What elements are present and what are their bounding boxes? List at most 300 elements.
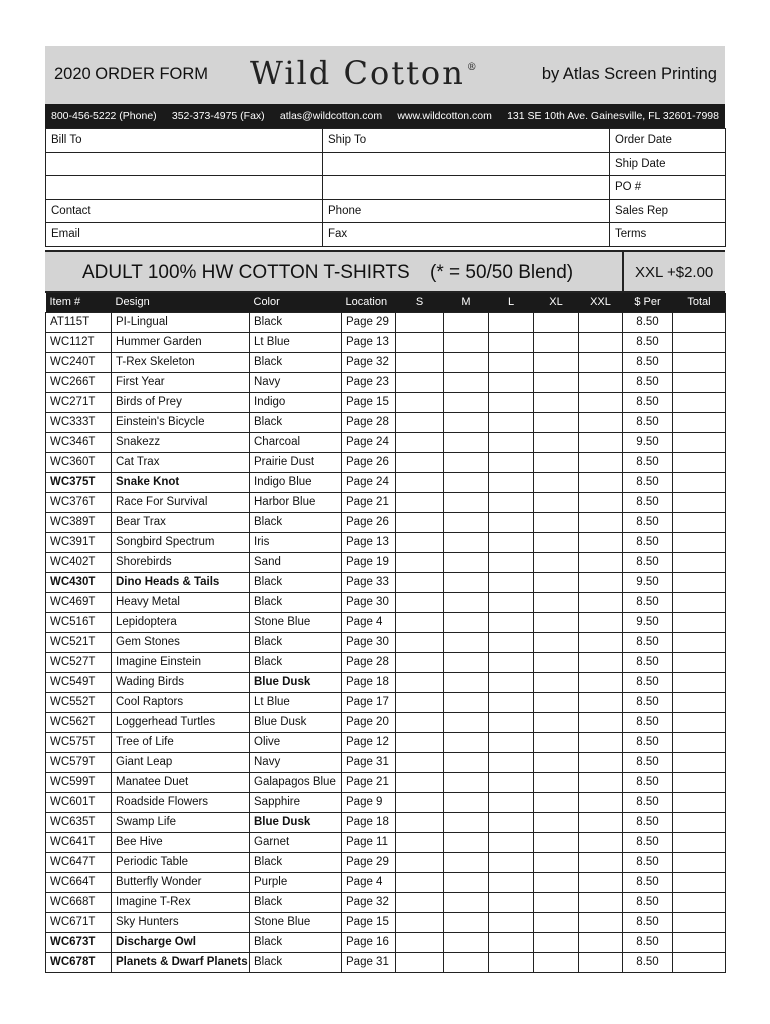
qty-xl-input[interactable] <box>534 532 579 552</box>
total-input[interactable] <box>673 312 726 332</box>
email-label: Email <box>51 228 80 241</box>
qty-l-input[interactable] <box>489 672 534 692</box>
contact-bar <box>45 104 725 128</box>
qty-l-input[interactable] <box>489 452 534 472</box>
qty-m-input[interactable] <box>444 472 489 492</box>
qty-l-input[interactable] <box>489 552 534 572</box>
qty-l-input[interactable] <box>489 632 534 652</box>
qty-m-input[interactable] <box>444 612 489 632</box>
qty-m-input[interactable] <box>444 572 489 592</box>
qty-m-input[interactable] <box>444 352 489 372</box>
qty-l-input[interactable] <box>489 372 534 392</box>
item-number-cell: WC521T <box>46 632 112 652</box>
color-cell: Black <box>250 632 342 652</box>
col-item: Item # <box>46 293 112 313</box>
qty-l-input[interactable] <box>489 732 534 752</box>
total-input[interactable] <box>673 412 726 432</box>
table-row <box>46 852 726 872</box>
price-cell: 8.50 <box>623 632 673 652</box>
qty-l-input[interactable] <box>489 312 534 332</box>
qty-xxl-input[interactable] <box>579 512 623 532</box>
qty-m-input[interactable] <box>444 772 489 792</box>
qty-m-input[interactable] <box>444 912 489 932</box>
qty-xl-input[interactable] <box>534 892 579 912</box>
qty-xxl-input[interactable] <box>579 612 623 632</box>
qty-l-input[interactable] <box>489 712 534 732</box>
sales-rep-field[interactable] <box>610 199 726 223</box>
qty-xxl-input[interactable] <box>579 912 623 932</box>
fax-field[interactable] <box>323 223 610 247</box>
qty-xxl-input[interactable] <box>579 872 623 892</box>
ship-date-field[interactable] <box>610 152 726 176</box>
qty-xxl-input[interactable] <box>579 932 623 952</box>
qty-xxl-input[interactable] <box>579 352 623 372</box>
qty-xl-input[interactable] <box>534 672 579 692</box>
qty-m-input[interactable] <box>444 652 489 672</box>
qty-xxl-input[interactable] <box>579 772 623 792</box>
table-row <box>46 552 726 572</box>
qty-xl-input[interactable] <box>534 772 579 792</box>
total-input[interactable] <box>673 392 726 412</box>
total-input[interactable] <box>673 752 726 772</box>
qty-l-input[interactable] <box>489 692 534 712</box>
qty-s-input[interactable] <box>396 832 444 852</box>
qty-s-input[interactable] <box>396 872 444 892</box>
total-input[interactable] <box>673 472 726 492</box>
qty-l-input[interactable] <box>489 832 534 852</box>
qty-s-input[interactable] <box>396 712 444 732</box>
order-rows <box>46 312 726 972</box>
qty-s-input[interactable] <box>396 372 444 392</box>
total-input[interactable] <box>673 632 726 652</box>
qty-m-input[interactable] <box>444 432 489 452</box>
qty-xl-input[interactable] <box>534 412 579 432</box>
qty-xxl-input[interactable] <box>579 312 623 332</box>
location-cell: Page 18 <box>342 812 396 832</box>
contact-phone: 800-456-5222 (Phone) <box>51 110 157 122</box>
qty-xl-input[interactable] <box>534 732 579 752</box>
qty-l-input[interactable] <box>489 792 534 812</box>
qty-s-input[interactable] <box>396 812 444 832</box>
color-cell: Garnet <box>250 832 342 852</box>
qty-m-input[interactable] <box>444 792 489 812</box>
qty-l-input[interactable] <box>489 872 534 892</box>
qty-l-input[interactable] <box>489 532 534 552</box>
qty-l-input[interactable] <box>489 592 534 612</box>
location-cell: Page 26 <box>342 452 396 472</box>
qty-l-input[interactable] <box>489 492 534 512</box>
design-cell: Imagine Einstein <box>112 652 250 672</box>
location-cell: Page 28 <box>342 412 396 432</box>
contact-website[interactable]: www.wildcotton.com <box>397 110 492 122</box>
design-cell: Gem Stones <box>112 632 250 652</box>
qty-xxl-input[interactable] <box>579 532 623 552</box>
qty-m-input[interactable] <box>444 552 489 572</box>
qty-xxl-input[interactable] <box>579 752 623 772</box>
qty-m-input[interactable] <box>444 832 489 852</box>
price-cell: 8.50 <box>623 692 673 712</box>
qty-s-input[interactable] <box>396 912 444 932</box>
table-row <box>46 592 726 612</box>
design-cell: Imagine T-Rex <box>112 892 250 912</box>
total-input[interactable] <box>673 352 726 372</box>
order-date-field[interactable] <box>610 129 726 153</box>
qty-l-input[interactable] <box>489 412 534 432</box>
total-input[interactable] <box>673 932 726 952</box>
qty-m-input[interactable] <box>444 952 489 972</box>
qty-xl-input[interactable] <box>534 392 579 412</box>
qty-xxl-input[interactable] <box>579 372 623 392</box>
qty-s-input[interactable] <box>396 772 444 792</box>
design-cell: Butterfly Wonder <box>112 872 250 892</box>
qty-s-input[interactable] <box>396 952 444 972</box>
qty-l-input[interactable] <box>489 752 534 772</box>
qty-s-input[interactable] <box>396 472 444 492</box>
location-cell: Page 16 <box>342 932 396 952</box>
qty-xxl-input[interactable] <box>579 712 623 732</box>
table-row <box>46 392 726 412</box>
total-input[interactable] <box>673 512 726 532</box>
table-row <box>46 532 726 552</box>
qty-xl-input[interactable] <box>534 592 579 612</box>
qty-m-input[interactable] <box>444 872 489 892</box>
design-cell: Dino Heads & Tails <box>112 572 250 592</box>
qty-xxl-input[interactable] <box>579 652 623 672</box>
ship-date-label: Ship Date <box>615 157 666 170</box>
table-row <box>46 352 726 372</box>
qty-xl-input[interactable] <box>534 712 579 732</box>
qty-s-input[interactable] <box>396 392 444 412</box>
design-cell: Songbird Spectrum <box>112 532 250 552</box>
qty-xl-input[interactable] <box>534 472 579 492</box>
color-cell: Black <box>250 572 342 592</box>
location-cell: Page 24 <box>342 432 396 452</box>
total-input[interactable] <box>673 452 726 472</box>
qty-xxl-input[interactable] <box>579 692 623 712</box>
qty-s-input[interactable] <box>396 432 444 452</box>
qty-xl-input[interactable] <box>534 452 579 472</box>
price-cell: 9.50 <box>623 612 673 632</box>
price-cell: 8.50 <box>623 592 673 612</box>
qty-l-input[interactable] <box>489 612 534 632</box>
terms-field[interactable] <box>610 223 726 247</box>
qty-m-input[interactable] <box>444 492 489 512</box>
qty-xxl-input[interactable] <box>579 332 623 352</box>
qty-s-input[interactable] <box>396 592 444 612</box>
qty-s-input[interactable] <box>396 732 444 752</box>
qty-m-input[interactable] <box>444 712 489 732</box>
qty-m-input[interactable] <box>444 852 489 872</box>
bill-to-line-2[interactable] <box>46 152 323 176</box>
qty-l-input[interactable] <box>489 932 534 952</box>
qty-xxl-input[interactable] <box>579 412 623 432</box>
qty-xl-input[interactable] <box>534 652 579 672</box>
table-row <box>46 572 726 592</box>
qty-s-input[interactable] <box>396 492 444 512</box>
price-cell: 8.50 <box>623 652 673 672</box>
qty-xxl-input[interactable] <box>579 672 623 692</box>
qty-xl-input[interactable] <box>534 552 579 572</box>
qty-xxl-input[interactable] <box>579 432 623 452</box>
total-input[interactable] <box>673 672 726 692</box>
qty-xxl-input[interactable] <box>579 552 623 572</box>
qty-xl-input[interactable] <box>534 952 579 972</box>
total-input[interactable] <box>673 612 726 632</box>
total-input[interactable] <box>673 732 726 752</box>
total-input[interactable] <box>673 832 726 852</box>
item-number-cell: WC575T <box>46 732 112 752</box>
design-cell: Sky Hunters <box>112 912 250 932</box>
phone-field[interactable] <box>323 199 610 223</box>
qty-m-input[interactable] <box>444 452 489 472</box>
design-cell: Hummer Garden <box>112 332 250 352</box>
qty-s-input[interactable] <box>396 352 444 372</box>
table-row <box>46 812 726 832</box>
item-number-cell: WC271T <box>46 392 112 412</box>
total-input[interactable] <box>673 692 726 712</box>
qty-xxl-input[interactable] <box>579 732 623 752</box>
qty-xl-input[interactable] <box>534 432 579 452</box>
qty-m-input[interactable] <box>444 312 489 332</box>
qty-xl-input[interactable] <box>534 812 579 832</box>
qty-xl-input[interactable] <box>534 332 579 352</box>
total-input[interactable] <box>673 892 726 912</box>
qty-s-input[interactable] <box>396 612 444 632</box>
qty-xxl-input[interactable] <box>579 892 623 912</box>
qty-s-input[interactable] <box>396 752 444 772</box>
table-row <box>46 492 726 512</box>
qty-xl-input[interactable] <box>534 372 579 392</box>
design-cell: Snakezz <box>112 432 250 452</box>
design-cell: Cool Raptors <box>112 692 250 712</box>
qty-m-input[interactable] <box>444 332 489 352</box>
total-input[interactable] <box>673 432 726 452</box>
col-size-s: S <box>396 293 444 313</box>
qty-xxl-input[interactable] <box>579 392 623 412</box>
qty-xl-input[interactable] <box>534 612 579 632</box>
email-field[interactable] <box>46 223 323 247</box>
qty-xl-input[interactable] <box>534 872 579 892</box>
ship-to-line-3[interactable] <box>323 176 610 200</box>
qty-xl-input[interactable] <box>534 692 579 712</box>
total-input[interactable] <box>673 852 726 872</box>
qty-s-input[interactable] <box>396 452 444 472</box>
total-input[interactable] <box>673 812 726 832</box>
qty-xxl-input[interactable] <box>579 492 623 512</box>
total-input[interactable] <box>673 712 726 732</box>
color-cell: Black <box>250 512 342 532</box>
price-cell: 8.50 <box>623 532 673 552</box>
item-number-cell: WC599T <box>46 772 112 792</box>
ship-to-field[interactable] <box>323 129 610 153</box>
qty-s-input[interactable] <box>396 572 444 592</box>
qty-m-input[interactable] <box>444 932 489 952</box>
design-cell: PI-Lingual <box>112 312 250 332</box>
price-cell: 8.50 <box>623 372 673 392</box>
table-row <box>46 892 726 912</box>
qty-xl-input[interactable] <box>534 932 579 952</box>
design-cell: Heavy Metal <box>112 592 250 612</box>
color-cell: Black <box>250 652 342 672</box>
qty-xxl-input[interactable] <box>579 952 623 972</box>
table-row <box>46 632 726 652</box>
qty-m-input[interactable] <box>444 632 489 652</box>
qty-m-input[interactable] <box>444 592 489 612</box>
qty-s-input[interactable] <box>396 332 444 352</box>
price-cell: 8.50 <box>623 552 673 572</box>
qty-s-input[interactable] <box>396 792 444 812</box>
qty-xxl-input[interactable] <box>579 592 623 612</box>
qty-s-input[interactable] <box>396 652 444 672</box>
qty-l-input[interactable] <box>489 392 534 412</box>
qty-m-input[interactable] <box>444 692 489 712</box>
qty-xl-input[interactable] <box>534 632 579 652</box>
total-input[interactable] <box>673 492 726 512</box>
qty-l-input[interactable] <box>489 332 534 352</box>
qty-xxl-input[interactable] <box>579 832 623 852</box>
qty-m-input[interactable] <box>444 372 489 392</box>
contact-field[interactable] <box>46 199 323 223</box>
qty-m-input[interactable] <box>444 892 489 912</box>
qty-s-input[interactable] <box>396 312 444 332</box>
color-cell: Iris <box>250 532 342 552</box>
bill-to-line-3[interactable] <box>46 176 323 200</box>
qty-xxl-input[interactable] <box>579 472 623 492</box>
item-number-cell: WC527T <box>46 652 112 672</box>
qty-xxl-input[interactable] <box>579 792 623 812</box>
color-cell: Lt Blue <box>250 332 342 352</box>
item-number-cell: WC549T <box>46 672 112 692</box>
qty-l-input[interactable] <box>489 352 534 372</box>
qty-s-input[interactable] <box>396 672 444 692</box>
qty-s-input[interactable] <box>396 632 444 652</box>
qty-s-input[interactable] <box>396 532 444 552</box>
total-input[interactable] <box>673 372 726 392</box>
contact-email[interactable]: atlas@wildcotton.com <box>279 110 383 122</box>
price-cell: 8.50 <box>623 832 673 852</box>
location-cell: Page 11 <box>342 832 396 852</box>
registered-mark: ® <box>466 62 477 73</box>
qty-xl-input[interactable] <box>534 752 579 772</box>
total-input[interactable] <box>673 592 726 612</box>
design-cell: Lepidoptera <box>112 612 250 632</box>
sales-rep-label: Sales Rep <box>615 204 669 217</box>
qty-m-input[interactable] <box>444 812 489 832</box>
qty-l-input[interactable] <box>489 512 534 532</box>
qty-s-input[interactable] <box>396 892 444 912</box>
qty-s-input[interactable] <box>396 932 444 952</box>
qty-xl-input[interactable] <box>534 492 579 512</box>
item-number-cell: WC671T <box>46 912 112 932</box>
item-number-cell: WC375T <box>46 472 112 492</box>
location-cell: Page 31 <box>342 752 396 772</box>
qty-m-input[interactable] <box>444 512 489 532</box>
price-cell: 8.50 <box>623 472 673 492</box>
qty-xl-input[interactable] <box>534 852 579 872</box>
qty-s-input[interactable] <box>396 692 444 712</box>
qty-xl-input[interactable] <box>534 352 579 372</box>
design-cell: First Year <box>112 372 250 392</box>
item-number-cell: WC552T <box>46 692 112 712</box>
design-cell: Shorebirds <box>112 552 250 572</box>
color-cell: Galapagos Blue <box>250 772 342 792</box>
qty-m-input[interactable] <box>444 672 489 692</box>
qty-l-input[interactable] <box>489 472 534 492</box>
design-cell: Discharge Owl <box>112 932 250 952</box>
price-cell: 8.50 <box>623 892 673 912</box>
qty-xl-input[interactable] <box>534 792 579 812</box>
ship-to-line-2[interactable] <box>323 152 610 176</box>
qty-l-input[interactable] <box>489 912 534 932</box>
qty-xl-input[interactable] <box>534 832 579 852</box>
qty-xxl-input[interactable] <box>579 812 623 832</box>
qty-m-input[interactable] <box>444 732 489 752</box>
qty-m-input[interactable] <box>444 412 489 432</box>
qty-xl-input[interactable] <box>534 512 579 532</box>
po-field[interactable] <box>610 176 726 200</box>
bill-to-field[interactable] <box>46 129 323 153</box>
qty-xl-input[interactable] <box>534 572 579 592</box>
qty-l-input[interactable] <box>489 852 534 872</box>
qty-m-input[interactable] <box>444 532 489 552</box>
qty-s-input[interactable] <box>396 552 444 572</box>
qty-l-input[interactable] <box>489 652 534 672</box>
total-input[interactable] <box>673 792 726 812</box>
total-input[interactable] <box>673 572 726 592</box>
item-number-cell: WC391T <box>46 532 112 552</box>
total-input[interactable] <box>673 952 726 972</box>
total-input[interactable] <box>673 912 726 932</box>
qty-xxl-input[interactable] <box>579 572 623 592</box>
qty-s-input[interactable] <box>396 412 444 432</box>
qty-l-input[interactable] <box>489 892 534 912</box>
table-row <box>46 512 726 532</box>
location-cell: Page 12 <box>342 732 396 752</box>
qty-l-input[interactable] <box>489 432 534 452</box>
total-input[interactable] <box>673 772 726 792</box>
qty-m-input[interactable] <box>444 752 489 772</box>
qty-xxl-input[interactable] <box>579 632 623 652</box>
design-cell: Cat Trax <box>112 452 250 472</box>
total-input[interactable] <box>673 652 726 672</box>
qty-m-input[interactable] <box>444 392 489 412</box>
wild-cotton-logo <box>250 54 477 92</box>
total-input[interactable] <box>673 332 726 352</box>
qty-l-input[interactable] <box>489 572 534 592</box>
qty-xl-input[interactable] <box>534 912 579 932</box>
price-cell: 8.50 <box>623 952 673 972</box>
qty-xxl-input[interactable] <box>579 852 623 872</box>
design-cell: Einstein's Bicycle <box>112 412 250 432</box>
qty-l-input[interactable] <box>489 812 534 832</box>
qty-xl-input[interactable] <box>534 312 579 332</box>
total-input[interactable] <box>673 872 726 892</box>
color-cell: Navy <box>250 752 342 772</box>
qty-l-input[interactable] <box>489 952 534 972</box>
table-row <box>46 312 726 332</box>
price-cell: 9.50 <box>623 432 673 452</box>
price-cell: 8.50 <box>623 512 673 532</box>
item-number-cell: WC516T <box>46 612 112 632</box>
design-cell: Bee Hive <box>112 832 250 852</box>
qty-s-input[interactable] <box>396 852 444 872</box>
qty-l-input[interactable] <box>489 772 534 792</box>
color-cell: Black <box>250 952 342 972</box>
total-input[interactable] <box>673 532 726 552</box>
qty-s-input[interactable] <box>396 512 444 532</box>
total-input[interactable] <box>673 552 726 572</box>
qty-xxl-input[interactable] <box>579 452 623 472</box>
